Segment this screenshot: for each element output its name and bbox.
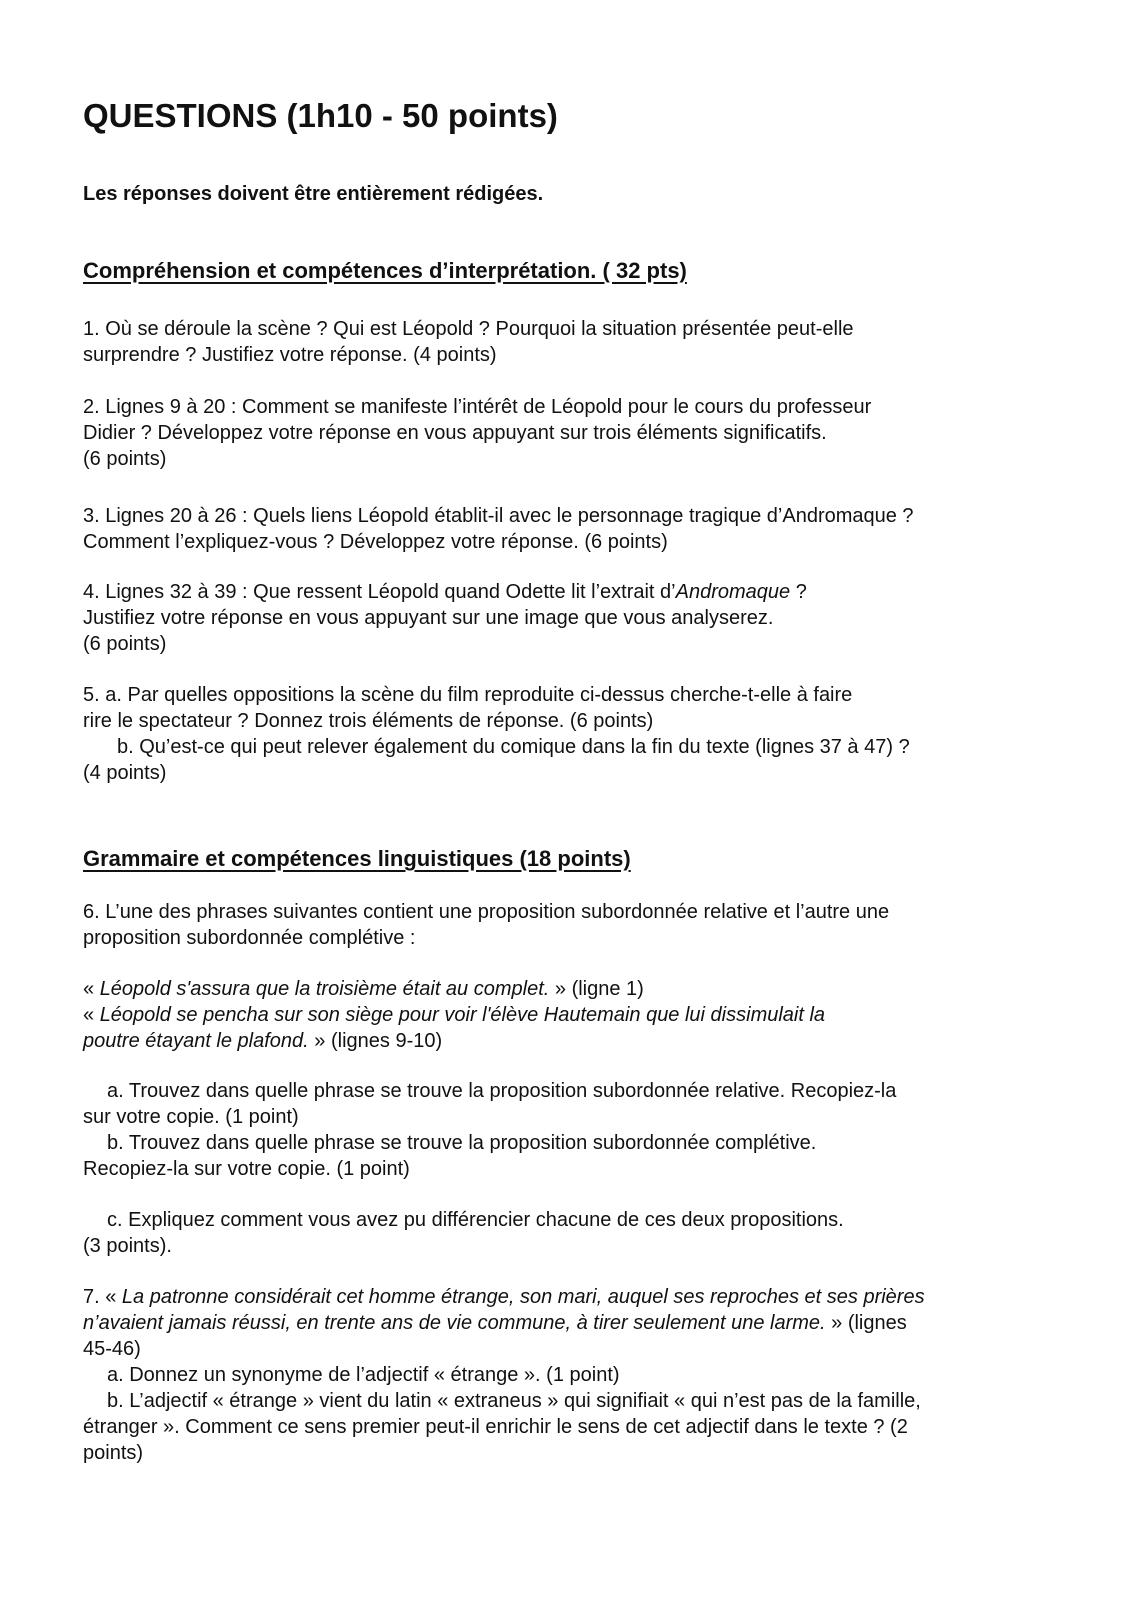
question-1 [83,316,1063,368]
quote-2-text-2: poutre étayant le plafond. [83,1030,309,1052]
question-4-line-1-start: 4. Lignes 32 à 39 : Que ressent Léopold quand Odette lit l’extrait d’ [83,581,676,603]
question-7-line-3: 45-46) [83,1338,141,1360]
question-7b-line-1: b. L’adjectif « étrange » vient du latin « extraneus » qui signifiait « qui n’est pas de la famille, [107,1390,921,1412]
question-7-quote-2: n’avaient jamais réussi, en trente ans de vie commune, à tirer seulement une larme. [83,1312,826,1334]
question-7 [83,1284,1063,1466]
question-7-quote-1: La patronne considérait cet homme étrange, son mari, auquel ses reproches et ses prières [121,1286,925,1308]
question-5-line-4: (4 points) [83,762,167,784]
question-4 [83,579,1063,657]
question-6-intro [83,899,1063,951]
quote-1-ref: » (ligne 1) [549,978,644,1000]
quote-2-line-1 [83,1002,1063,1028]
question-7-ref: » (lignes [825,1312,907,1334]
question-2-line-1: 2. Lignes 9 à 20 : Comment se manifeste l’intérêt de Léopold pour le cours du professeur [83,396,872,418]
question-3-line-1: 3. Lignes 20 à 26 : Quels liens Léopold établit-il avec le personnage tragique d’Andromaque ? [83,505,914,527]
question-7-line-1 [83,1284,1063,1310]
question-2-line-3: (6 points) [83,448,167,470]
quote-2-open: « [83,1004,100,1026]
question-7b-line-3: points) [83,1442,144,1464]
quote-1-text: Léopold s'assura que la troisième était au complet. [99,978,550,1000]
question-6c-line-2: (3 points). [83,1235,172,1257]
question-4-title-andromaque: Andromaque [675,581,791,603]
instruction-text: Les réponses doivent être entièrement rédigées. [83,183,544,205]
question-7b-line-2: étranger ». Comment ce sens premier peut-il enrichir le sens de cet adjectif dans le texte ? (2 [83,1416,908,1438]
quote-2-text-1: Léopold se pencha sur son siège pour voir l'élève Hautemain que lui dissimulait la [99,1004,826,1026]
question-4-line-2: Justifiez votre réponse en vous appuyant sur une image que vous analyserez. [83,607,774,629]
question-2-line-2: Didier ? Développez votre réponse en vous appuyant sur trois éléments significatifs. [83,422,827,444]
question-6-intro-line-2: proposition subordonnée complétive : [83,927,416,949]
question-6-ab [83,1078,1063,1182]
quote-1-open: « [83,978,100,1000]
question-6a-line-1: a. Trouvez dans quelle phrase se trouve la proposition subordonnée relative. Recopiez-la [107,1080,897,1102]
question-6a-line-2: sur votre copie. (1 point) [83,1106,299,1128]
question-1-line-1: 1. Où se déroule la scène ? Qui est Léopold ? Pourquoi la situation présentée peut-elle [83,318,854,340]
question-7-open: 7. « [83,1286,122,1308]
question-6b-line-1: b. Trouvez dans quelle phrase se trouve la proposition subordonnée complétive. [107,1132,817,1154]
question-1-line-2: surprendre ? Justifiez votre réponse. (4 points) [83,344,497,366]
question-5 [83,682,1063,786]
question-7-line-2 [83,1310,1063,1336]
question-4-line-3: (6 points) [83,633,167,655]
question-4-line-1-end: ? [790,581,807,603]
section-heading-grammaire: Grammaire et compétences linguistiques (18 points) [83,846,631,871]
question-6b-line-2: Recopiez-la sur votre copie. (1 point) [83,1158,410,1180]
quote-1 [83,976,1063,1002]
question-6c-line-1: c. Expliquez comment vous avez pu différencier chacune de ces deux propositions. [107,1209,844,1231]
question-4-line-1 [83,579,1063,605]
quote-2-line-2 [83,1028,1063,1054]
question-5-line-2: rire le spectateur ? Donnez trois éléments de réponse. (6 points) [83,710,654,732]
question-2 [83,394,1063,472]
question-6-c [83,1207,1063,1259]
page-title: QUESTIONS (1h10 - 50 points) [83,97,558,134]
question-5-line-3: b. Qu’est-ce qui peut relever également du comique dans la fin du texte (lignes 37 à 47) ? [117,736,910,758]
quote-2-ref: » (lignes 9-10) [308,1030,443,1052]
question-3 [83,503,1063,555]
question-6-quotes [83,976,1063,1054]
question-7a-line: a. Donnez un synonyme de l’adjectif « étrange ». (1 point) [107,1364,620,1386]
question-3-line-2: Comment l’expliquez-vous ? Développez votre réponse. (6 points) [83,531,668,553]
question-5-line-1: 5. a. Par quelles oppositions la scène du film reproduite ci-dessus cherche-t-elle à faire [83,684,853,706]
question-6-intro-line-1: 6. L’une des phrases suivantes contient une proposition subordonnée relative et l’autre une [83,901,890,923]
section-heading-comprehension: Compréhension et compétences d’interprétation. ( 32 pts) [83,258,687,283]
